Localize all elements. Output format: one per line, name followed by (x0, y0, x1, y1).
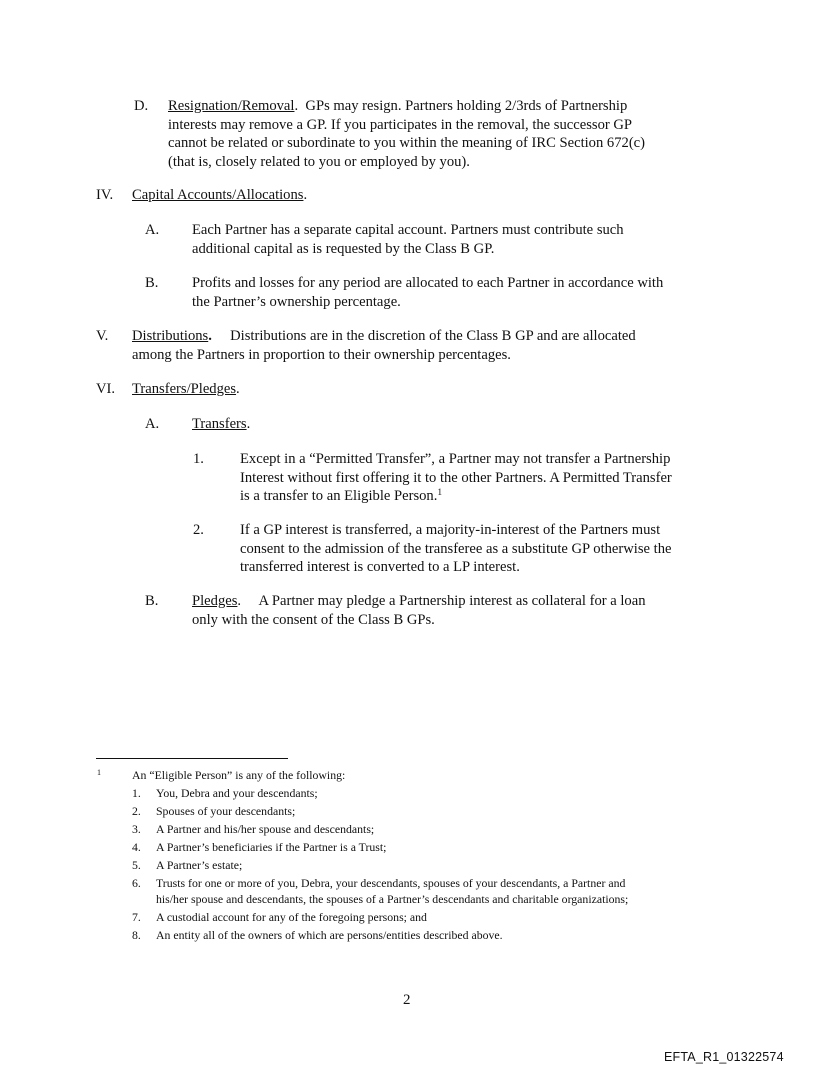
section-v-line-2: among the Partners in proportion to their ownership percentages. (132, 346, 511, 363)
section-iv-a-text (192, 221, 624, 258)
section-vi-b-line-1 (192, 592, 646, 611)
section-v-heading-punct: . (208, 328, 212, 344)
section-vi-b-heading: Pledges (192, 593, 238, 609)
section-vi-heading-punct: . (236, 381, 240, 397)
section-iv-b-line-1: Profits and losses for any period are allocated to each Partner in accordance with (192, 275, 664, 291)
footnote-item-text: A custodial account for any of the foregoing persons; and (156, 910, 427, 924)
section-iv-b-label: B. (145, 275, 159, 291)
footnote-item-text: An entity all of the owners of which are persons/entities described above. (156, 928, 503, 942)
footnote-intro: An “Eligible Person” is any of the following: (132, 768, 346, 782)
section-iv-a-line-1: Each Partner has a separate capital account. Partners must contribute such (192, 222, 624, 238)
footnote-item-text-cont: his/her spouse and descendants, the spouses of a Partner’s descendants and charitable organizations; (156, 891, 629, 906)
section-vi-a-1-label: 1. (193, 451, 204, 467)
footnote-item-text: A Partner’s beneficiaries if the Partner is a Trust; (156, 840, 387, 854)
section-v-line-1 (132, 327, 636, 346)
section-vi-a-heading-punct: . (246, 416, 251, 432)
section-vi-b-line-2: only with the consent of the Class B GPs. (192, 611, 435, 628)
footnote-item (132, 786, 712, 804)
section-v-heading: Distributions (132, 328, 209, 344)
footnote-item (132, 910, 712, 928)
section-iv-b-text (192, 274, 663, 311)
section-vi-b-text (192, 592, 646, 629)
footnote-item-num: 2. (132, 804, 141, 818)
section-vi-a-1-line-3 (240, 487, 672, 506)
section-vi-a-2-text (240, 521, 672, 577)
section-vi-a-1-line-2: Interest without first offering it to the other Partners. A Permitted Transfer (240, 469, 672, 486)
footnote-item-text: You, Debra and your descendants; (156, 786, 318, 800)
section-d-label: D. (134, 98, 149, 114)
footnote-item-text: Spouses of your descendants; (156, 804, 296, 818)
section-d-text (168, 97, 728, 171)
section-vi-a-1-text (240, 450, 672, 506)
section-vi-heading-line (132, 380, 240, 399)
section-v-text (132, 327, 636, 364)
section-vi-a-2-line-1: If a GP interest is transferred, a majority-in-interest of the Partners must (240, 522, 661, 538)
section-d-line-1-text: GPs may resign. Partners holding 2/3rds of Partnership (305, 98, 628, 114)
section-iv-heading-line (132, 186, 307, 205)
section-d-line-1 (168, 97, 728, 116)
document-id: EFTA_R1_01322574 (664, 1050, 784, 1064)
section-iv-b-line-2: the Partner’s ownership percentage. (192, 293, 401, 310)
section-d-line-3: cannot be related or subordinate to you within the meaning of IRC Section 672(c) (168, 135, 646, 151)
section-vi-a-1-line-3-text: is a transfer to an Eligible Person. (240, 488, 438, 504)
section-vi-a-label: A. (145, 416, 160, 432)
section-iv-label: IV. (96, 187, 114, 203)
footnote-ref-1[interactable]: 1 (437, 488, 443, 498)
section-vi-heading: Transfers/Pledges (132, 381, 237, 397)
section-v-line-1-text: Distributions are in the discretion of the Class B GP and are allocated (230, 328, 636, 344)
section-iv-heading: Capital Accounts/Allocations (132, 187, 304, 203)
section-vi-b-line-1-text: A Partner may pledge a Partnership interest as collateral for a loan (258, 593, 646, 609)
section-vi-a-heading: Transfers (192, 416, 247, 432)
section-iv-heading-punct: . (303, 187, 308, 203)
footnote-item (132, 928, 712, 946)
footnote-item-text: Trusts for one or more of you, Debra, your descendants, spouses of your descendants, a Partner and (156, 876, 626, 890)
footnote-mark: 1 (97, 768, 101, 777)
section-vi-a-1-line-1: Except in a “Permitted Transfer”, a Partner may not transfer a Partnership (240, 451, 671, 467)
section-iv-a-line-2: additional capital as is requested by the Class B GP. (192, 240, 495, 257)
section-vi-label: VI. (96, 381, 116, 397)
footnote-list (132, 786, 712, 946)
section-vi-a-2-line-2: consent to the admission of the transferee as a substitute GP otherwise the (240, 540, 672, 557)
section-iv-a-label: A. (145, 222, 160, 238)
footnote-item-num: 8. (132, 928, 141, 942)
section-vi-a-heading-line (192, 415, 250, 434)
section-v-label: V. (96, 328, 109, 344)
footnote-item-text: A Partner and his/her spouse and descendants; (156, 822, 375, 836)
footnote-item (132, 804, 712, 822)
section-vi-a-2-line-3: transferred interest is converted to a LP interest. (240, 559, 520, 575)
section-vi-b-label: B. (145, 593, 159, 609)
footnote-separator (96, 758, 288, 759)
section-d-line-4: (that is, closely related to you or employed by you). (168, 153, 470, 170)
section-d-heading: Resignation/Removal (168, 98, 295, 114)
section-vi-b-heading-punct: . (237, 593, 242, 609)
footnote-item (132, 858, 712, 876)
footnote-item-num: 7. (132, 910, 141, 924)
footnote-item (132, 840, 712, 858)
footnote-item-num: 4. (132, 840, 141, 854)
footnote-item (132, 822, 712, 840)
footnote-item-num: 1. (132, 786, 141, 800)
footnote-item-num: 3. (132, 822, 141, 836)
footnote-item-num: 6. (132, 876, 141, 890)
section-d-line-2: interests may remove a GP. If you participates in the removal, the successor GP (168, 116, 633, 133)
section-d-heading-punct: . (294, 98, 299, 114)
footnote-item (132, 876, 712, 910)
footnote-item-text: A Partner’s estate; (156, 858, 243, 872)
section-vi-a-2-label: 2. (193, 522, 204, 538)
footnote-item-text-wrap (156, 876, 628, 910)
footnote-item-num: 5. (132, 858, 141, 872)
page-number: 2 (403, 992, 411, 1008)
